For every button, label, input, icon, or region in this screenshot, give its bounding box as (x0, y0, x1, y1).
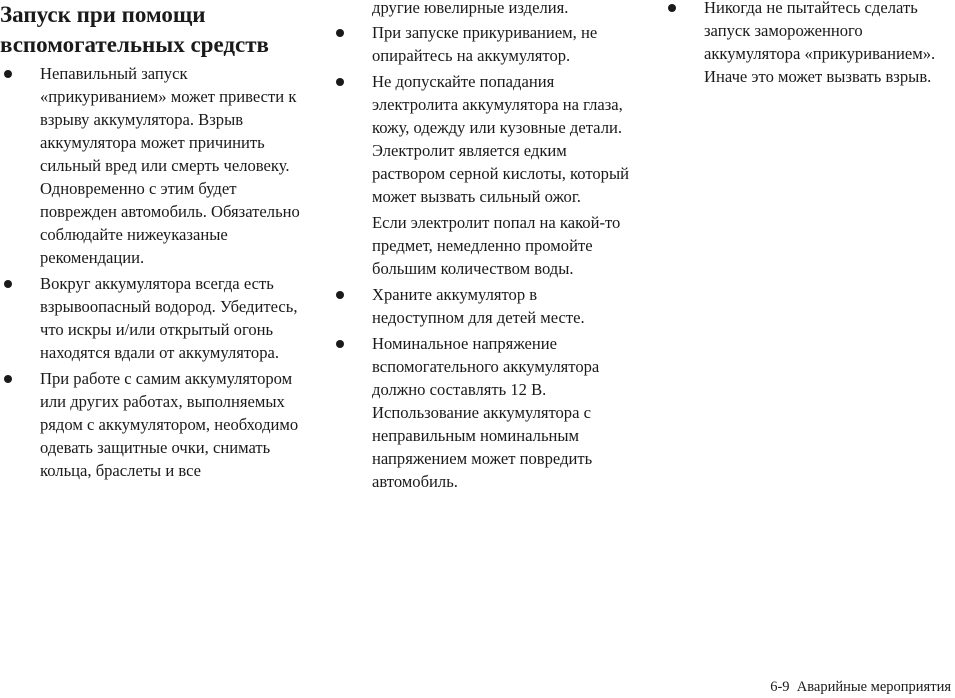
list-item-text: Номинальное напряжение вспомогательного аккумулятора должно составлять 12 В. Использование аккумулятора с неправильным номинальным напряжением может повредить автомобиль. (372, 334, 600, 491)
warning-list-1 (0, 62, 300, 482)
list-item (0, 367, 300, 482)
list-item (0, 272, 300, 364)
bullet-icon (336, 291, 344, 299)
list-item (332, 70, 632, 280)
list-item (332, 21, 632, 67)
list-item (332, 332, 632, 493)
list-item-text: Никогда не пытайтесь сделать запуск замороженного аккумулятора «прикуриванием». Иначе это может вызвать взрыв. (704, 0, 936, 86)
list-item-text: Не допускайте попадания электролита аккумулятора на глаза, кожу, одежду или кузовные детали. Электролит является едким раствором серной кислоты, который может вызвать сильный ожог. (372, 72, 629, 206)
bullet-icon (4, 375, 12, 383)
warning-list-3 (664, 0, 955, 88)
bullet-icon (4, 280, 12, 288)
list-item (0, 62, 300, 269)
warning-list-2 (332, 21, 632, 493)
continued-text: другие ювелирные изделия. (372, 0, 569, 17)
column-1 (0, 0, 300, 485)
page-number: 6-9 (770, 679, 790, 695)
column-3 (664, 0, 955, 91)
list-item-text: При запуске прикуриванием, не опирайтесь на аккумулятор. (372, 23, 598, 65)
list-item-text: Вокруг аккумулятора всегда есть взрывоопасный водород. Убедитесь, что искры и/или открытый огонь находятся вдали от аккумулятора. (40, 274, 298, 362)
list-item-text: При работе с самим аккумулятором или других работах, выполняемых рядом с аккумулятором, необходимо одевать защитные очки, снимать кольца, браслеты и все (40, 369, 299, 480)
list-item (332, 283, 632, 329)
bullet-icon (668, 4, 676, 12)
list-item-text: Непавильный запуск «прикуриванием» может привести к взрыву аккумулятора. Взрыв аккумулятора может причинить сильный вред или смерть человеку. Одновременно с этим будет поврежден автомобиль. Обязательно соблюдайте нижеуказаные рекомендации. (40, 64, 300, 267)
list-item-extra-text: Если электролит попал на какой-то предмет, немедленно промойте большим количеством воды. (372, 213, 621, 278)
bullet-icon (336, 340, 344, 348)
bullet-icon (336, 78, 344, 86)
column-2 (332, 0, 632, 496)
bullet-icon (336, 29, 344, 37)
page-footer (770, 678, 951, 696)
list-item (664, 0, 955, 88)
bullet-icon (4, 70, 12, 78)
footer-section-name: Аварийные мероприятия (796, 679, 951, 695)
section-title: Запуск при помощи вспомогательных средств (0, 2, 269, 57)
list-item-text: Храните аккумулятор в недоступном для детей месте. (372, 285, 585, 327)
